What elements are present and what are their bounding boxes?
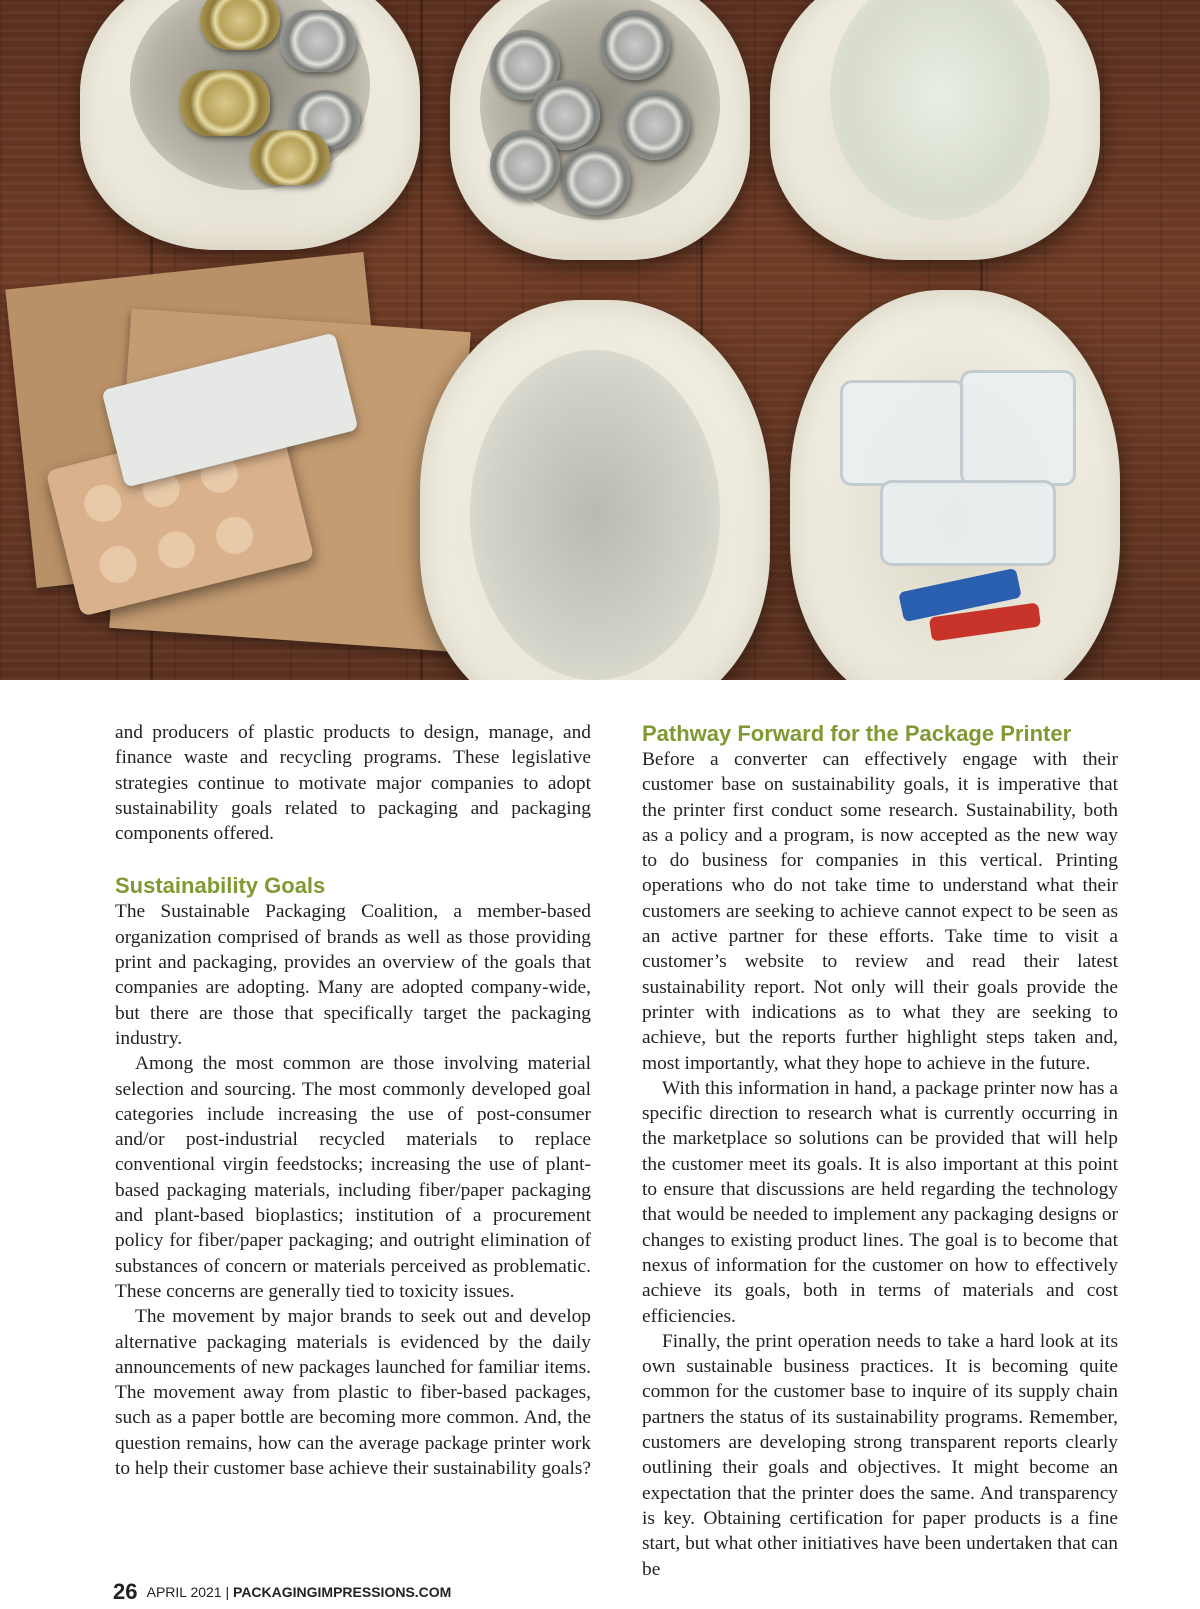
bag-plastic-containers [790, 290, 1120, 680]
paragraph: Among the most common are those involving material selection and sourcing. The most commonly developed goal categories include increasing the use of post-consumer and/or post-industrial recycled materials to replace conventional virgin feedstocks; increasing the use of plant-based packaging materials, including fiber/paper packaging and plant-based bioplastics; institution of a procurement policy for fiber/paper packaging; and outright elimination of substances of concern or materials perceived as problematic. These concerns are generally tied to toxicity issues. [115, 1053, 591, 1302]
bag-plastic-bottles [420, 300, 770, 680]
page-footer [113, 1579, 451, 1605]
section-heading: Pathway Forward for the Package Printer [642, 721, 1072, 746]
paragraph: Finally, the print operation needs to take a hard look at its own sustainable business practices. It is becoming quite common for the customer base to inquire of its supply chain partners the status of its sustainability programs. Remember, customers are developing strong transparent reports clearly outlining their goals and objectives. It might become an expectation that the printer does the same. And transparency is key. Obtaining certification for paper products is a fine start, but what other initiatives have been undertaken that can be [642, 1330, 1118, 1580]
paragraph: The Sustainable Packaging Coalition, a member-based organization comprised of brands as well as those providing print and packaging, provides an overview of the goals that companies are adopting. Many are adopted company-wide, but there are those that specifically target the packaging industry. [115, 901, 591, 1049]
section-heading: Sustainability Goals [115, 873, 326, 899]
website-link[interactable]: PACKAGINGIMPRESSIONS.COM [233, 1584, 452, 1600]
bag-tin-cans [450, 0, 750, 260]
bag-metal-cans [80, 0, 420, 250]
bag-plastic-film [770, 0, 1100, 260]
page-number: 26 [113, 1579, 138, 1604]
footer-separator: | [225, 1584, 230, 1600]
left-column [115, 720, 591, 1481]
paragraph: and producers of plastic products to design, manage, and finance waste and recycling programs. These legislative strategies continue to motivate major companies to adopt sustainability goals related to packaging and packaging components offered. [115, 722, 591, 845]
paragraph: Before a converter can effectively engage with their customer base on sustainability goals, it is imperative that the printer first conduct some research. Sustainability, both as a policy and a program, is now accepted as the new way to do business for companies in this vertical. Printing operations who do not take time to understand what their customers are seeking to achieve cannot expect to be seen as an active partner for these efforts. Take time to visit a customer’s website to review and read their latest sustainability report. Not only will their goals provide the printer with indications as to what they are seeking to achieve, but the reports further highlight steps taken and, most importantly, what they hope to achieve in the future. [642, 749, 1118, 1074]
paragraph: With this information in hand, a package printer now has a specific direction to research what is currently occurring in the marketplace so solutions can be provided that will help the customer meet its goals. It is also important at this point to ensure that discussions are held regarding the technology that would be needed to implement any packaging designs or changes to existing product lines. The goal is to become that nexus of information for the customer on how to effectively achieve its goals, both in terms of materials and cost efficiencies. [642, 1077, 1118, 1327]
right-column [642, 720, 1118, 1582]
paragraph: The movement by major brands to seek out and develop alternative packaging materials is evidenced by the daily announcements of new packages launched for familiar items. The movement away from plastic to fiber-based packages, such as a paper bottle are becoming more common. And, the question remains, how can the average package printer work to help their customer base achieve their sustainability goals? [115, 1306, 591, 1480]
hero-photo [0, 0, 1200, 680]
issue-date: APRIL 2021 [146, 1584, 222, 1600]
